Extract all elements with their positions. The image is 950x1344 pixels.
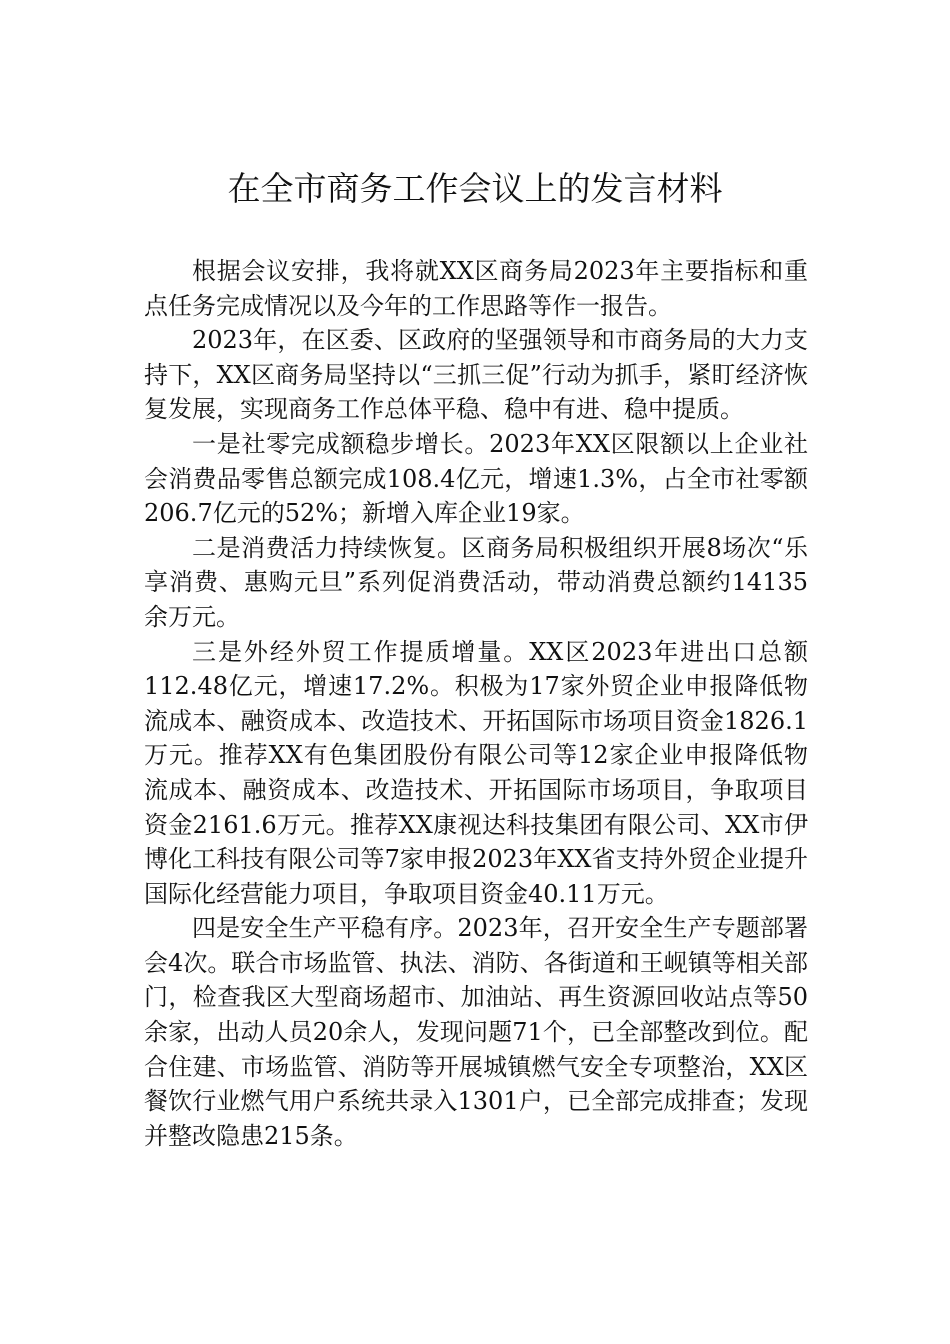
document-title: 在全市商务工作会议上的发言材料 xyxy=(227,169,723,208)
paragraph-intro: 根据会议安排，我将就XX区商务局2023年主要指标和重点任务完成情况以及今年的工作思路等作一报告。 xyxy=(144,257,808,320)
paragraph-safety: 四是安全生产平稳有序。2023年，召开安全生产专题部署会4次。联合市场监管、执法、消防、各街道和王岘镇等相关部门，检查我区大型商场超市、加油站、再生资源回收站点等50余家，出动人员20余人，发现问题71个，已全部整改到位。配合住建、市场监管、消防等开展城镇燃气安全专项整治，XX区餐饮行业燃气用户系统共录入1301户，已全部完成排查；发现并整改隐患215条。 xyxy=(144,914,808,1150)
paragraph-foreign-trade: 三是外经外贸工作提质增量。XX区2023年进出口总额112.48亿元，增速17.2%。积极为17家外贸企业申报降低物流成本、融资成本、改造技术、开拓国际市场项目资金1826.1万元。推荐XX有色集团股份有限公司等12家企业申报降低物流成本、融资成本、改造技术、开拓国际市场项目，争取项目资金2161.6万元。推荐XX康视达科技集团有限公司、XX市伊博化工科技有限公司等7家申报2023年XX省支持外贸企业提升国际化经营能力项目，争取项目资金40.11万元。 xyxy=(144,637,808,908)
paragraph-summary: 2023年，在区委、区政府的坚强领导和市商务局的大力支持下，XX区商务局坚持以“三抓三促”行动为抓手，紧盯经济恢复发展，实现商务工作总体平稳、稳中有进、稳中提质。 xyxy=(144,326,808,424)
document-body xyxy=(144,254,808,1153)
paragraph-retail-sales: 一是社零完成额稳步增长。2023年XX区限额以上企业社会消费品零售总额完成108.4亿元，增速1.3%，占全市社零额206.7亿元的52%；新增入库企业19家。 xyxy=(144,429,808,528)
paragraph-consumption: 二是消费活力持续恢复。区商务局积极组织开展8场次“乐享消费、惠购元旦”系列促消费活动，带动消费总额约14135余万元。 xyxy=(144,533,808,631)
